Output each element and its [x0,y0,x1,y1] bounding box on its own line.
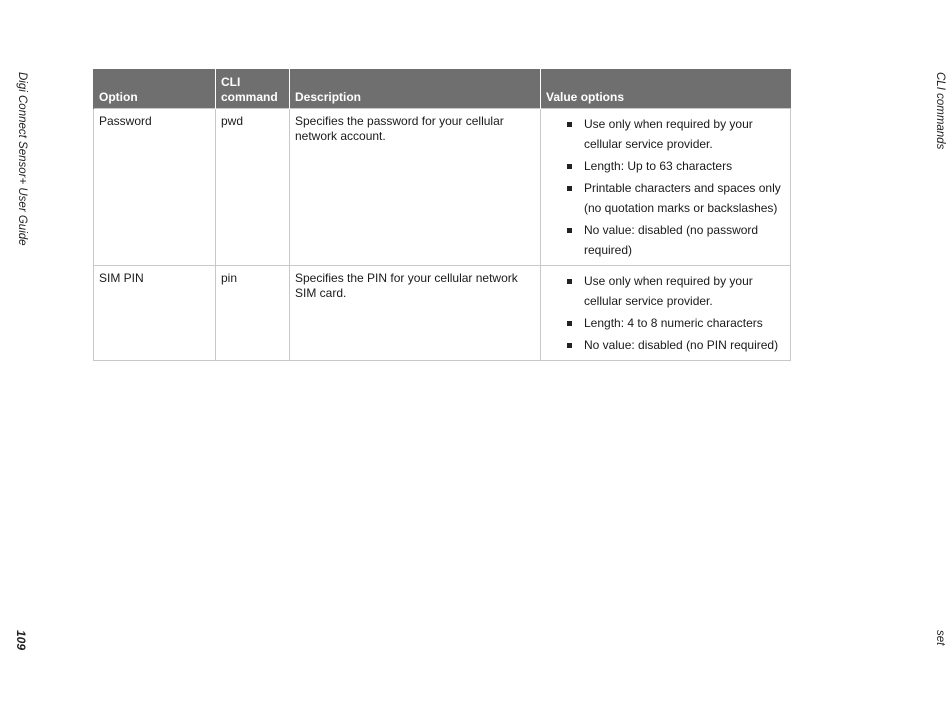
option-cell: SIM PIN [94,266,216,361]
value-item: Printable characters and spaces only (no quotation marks or backslashes) [567,178,782,218]
column-header-value-options [541,69,791,109]
value-item: Use only when required by your cellular service provider. [567,271,782,311]
value-item: Length: Up to 63 characters [567,156,782,176]
value-list [567,114,782,260]
option-cell: Password [94,109,216,266]
description-cell: Specifies the password for your cellular network account. [290,109,541,266]
column-header-option-label: Option [99,90,138,104]
column-header-option [94,69,216,109]
cli-cell: pwd [216,109,290,266]
column-header-values-label: Value options [546,90,625,104]
value-options-cell [541,109,791,266]
column-header-description [290,69,541,109]
value-item: Length: 4 to 8 numeric characters [567,313,782,333]
command-name: set [934,630,946,646]
table-header-row [94,69,791,109]
column-header-description-label: Description [295,90,362,104]
column-header-cli-label: CLI command [221,75,278,104]
value-item: No value: disabled (no password required) [567,220,782,260]
section-title: CLI commands [934,72,946,150]
guide-title: Digi Connect Sensor+ User Guide [16,72,28,246]
cli-cell: pin [216,266,290,361]
value-item: Use only when required by your cellular service provider. [567,114,782,154]
page-number: 109 [14,630,28,651]
table-row [94,266,791,361]
options-table [93,69,791,361]
column-header-cli-command [216,69,290,109]
description-cell: Specifies the PIN for your cellular network SIM card. [290,266,541,361]
value-list [567,271,782,355]
value-item: No value: disabled (no PIN required) [567,335,782,355]
value-options-cell [541,266,791,361]
table-row [94,109,791,266]
